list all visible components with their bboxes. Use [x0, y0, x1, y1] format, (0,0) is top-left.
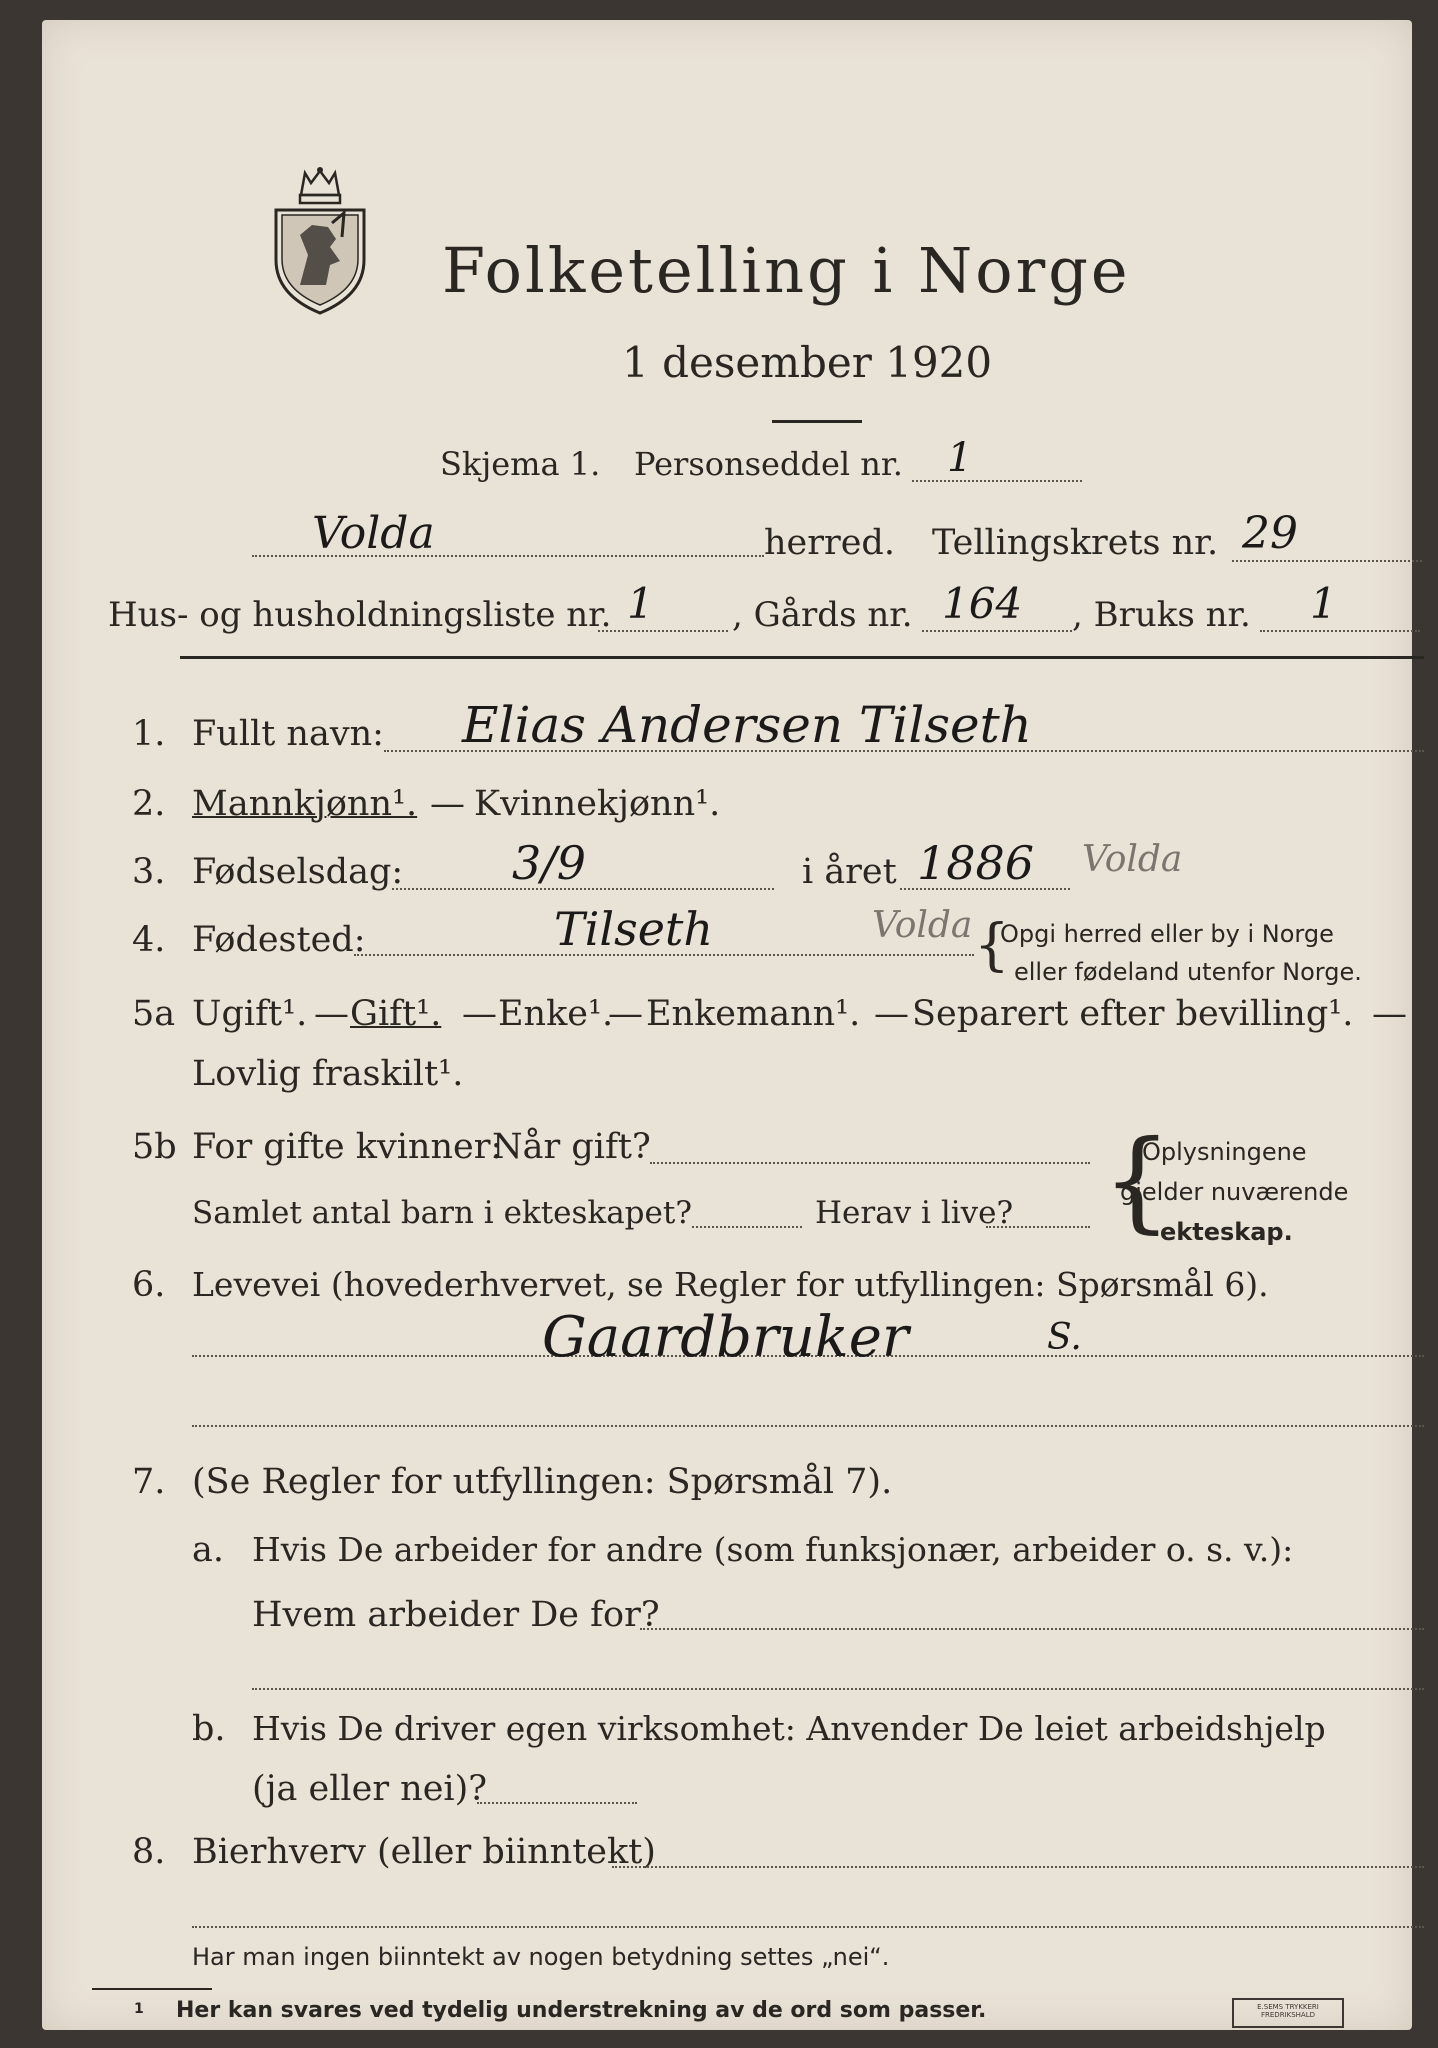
q7b-line2: (ja eller nei)? [252, 1769, 488, 1809]
q4-note-line2: eller fødeland utenfor Norge. [1014, 958, 1362, 986]
q5b-label3: Samlet antal barn i ekteskapet? [192, 1195, 692, 1231]
gards-value: 164 [942, 579, 1023, 628]
q5a-number: 5a [132, 994, 176, 1034]
q8-label: Bierhverv (eller biinntekt) [192, 1832, 656, 1872]
q5b-note-brace: { [1102, 1116, 1172, 1244]
q5a-dash4: — [874, 994, 909, 1034]
q2-female: Kvinnekjønn¹. [474, 784, 721, 824]
q7a-number: a. [192, 1530, 224, 1570]
census-form-page [42, 20, 1412, 2030]
husliste-line [598, 630, 728, 632]
printer-stamp-line2: FREDRIKSHALD [1260, 2010, 1315, 2019]
q4-note-line1: Opgi herred eller by i Norge [1000, 920, 1334, 948]
q2-number: 2. [132, 784, 166, 824]
husliste-label: Hus- og husholdningsliste nr. [108, 595, 612, 635]
form-date: 1 desember 1920 [622, 338, 993, 387]
q5b-label1: For gifte kvinner: [192, 1127, 503, 1167]
q1-label: Fullt navn: [192, 714, 384, 754]
personseddel-value: 1 [947, 435, 973, 481]
q3-number: 3. [132, 852, 166, 892]
title-divider [772, 420, 862, 423]
q6-value: Gaardbruker [542, 1305, 909, 1370]
header-divider [180, 656, 1424, 659]
q1-number: 1. [132, 714, 166, 754]
q7-label: (Se Regler for utfyllingen: Spørsmål 7). [192, 1462, 893, 1502]
q5a-dash5: — [1372, 994, 1407, 1034]
q4-number: 4. [132, 920, 166, 960]
q5a-enkemann: Enkemann¹. [646, 994, 861, 1034]
q1-value: Elias Andersen Tilseth [462, 696, 1032, 754]
q5a-dash3: — [608, 994, 643, 1034]
q5b-note3: ekteskap. [1160, 1218, 1293, 1246]
gards-label: , Gårds nr. [732, 595, 913, 635]
tellingskrets-value: 29 [1242, 508, 1298, 559]
q6-number: 6. [132, 1265, 166, 1305]
q3-year-value: 1886 [917, 836, 1035, 890]
bruks-value: 1 [1310, 579, 1337, 628]
q5a-dash2: — [462, 994, 497, 1034]
footnote-mark: 1 [134, 2001, 144, 2017]
q5a-enke: Enke¹. [498, 994, 614, 1034]
printer-stamp-line1: E.SEMS TRYKKERI [1257, 2003, 1319, 2011]
schema-label: Skjema 1. [440, 445, 601, 483]
q5b-married-line [650, 1162, 1090, 1164]
q8-answer-line1 [612, 1866, 1424, 1868]
norway-coat-of-arms-logo [270, 165, 370, 315]
q7b-answer-line [477, 1802, 637, 1804]
bruks-line [1260, 630, 1420, 632]
husliste-value: 1 [627, 579, 654, 628]
herred-value: Volda [312, 508, 435, 559]
q5a-dash1: — [314, 994, 349, 1034]
q7b-line1: Hvis De driver egen virksomhet: Anvender De leiet arbeidshjelp [252, 1709, 1326, 1748]
herred-label: herred. [764, 523, 895, 563]
q3-extra-value: Volda [1082, 839, 1183, 880]
tellingskrets-label: Tellingskrets nr. [932, 523, 1219, 563]
q2-male: Mannkjønn¹. [192, 784, 418, 824]
herred-line [252, 555, 764, 557]
q5b-note1: Oplysningene [1142, 1138, 1307, 1166]
q7-number: 7. [132, 1462, 166, 1502]
q6-extra: S. [1047, 1317, 1082, 1358]
q7a-line1: Hvis De arbeider for andre (som funksjonær, arbeider o. s. v.): [252, 1530, 1294, 1569]
q8-note: Har man ingen biinntekt av nogen betydning settes „nei“. [192, 1943, 890, 1971]
tellingskrets-line [1232, 560, 1422, 562]
q5a-ugift: Ugift¹. [192, 994, 308, 1034]
personseddel-label: Personseddel nr. [634, 445, 903, 483]
q3-label: Fødselsdag: [192, 852, 404, 892]
q5b-number: 5b [132, 1127, 177, 1167]
footnote-text: Her kan svares ved tydelig understrekning av de ord som passer. [176, 1998, 987, 2023]
q7b-number: b. [192, 1709, 226, 1749]
q5b-label4: Herav i live? [815, 1195, 1014, 1231]
form-title: Folketelling i Norge [442, 234, 1131, 307]
q8-answer-line2 [192, 1926, 1424, 1928]
q5a-gift: Gift¹. [350, 994, 442, 1034]
q7a-answer-line2 [252, 1688, 1424, 1690]
q3-day-value: 3/9 [512, 836, 587, 890]
personseddel-line [912, 480, 1082, 482]
q8-number: 8. [132, 1832, 166, 1872]
footnote-divider [92, 1988, 212, 1990]
q7a-line2: Hvem arbeider De for? [252, 1595, 660, 1635]
bruks-label: , Bruks nr. [1072, 595, 1251, 635]
q6-line2 [192, 1425, 1424, 1427]
q2-sep: — [430, 784, 465, 824]
printer-stamp [1232, 1998, 1344, 2028]
q4-value: Tilseth [554, 902, 714, 956]
gards-line [922, 630, 1072, 632]
q5b-children-line [692, 1226, 802, 1228]
q3-year-label: i året [802, 852, 897, 892]
q6-label: Levevei (hovederhvervet, se Regler for utfyllingen: Spørsmål 6). [192, 1265, 1269, 1304]
q5a-separert: Separert efter bevilling¹. [912, 994, 1354, 1034]
q5a-fraskilt: Lovlig fraskilt¹. [192, 1054, 464, 1094]
q5b-note2: gjelder nuværende [1120, 1178, 1349, 1206]
q4-label: Fødested: [192, 920, 366, 960]
q5b-alive-line [986, 1226, 1090, 1228]
q4-note-brace: { [974, 913, 1010, 978]
q7a-answer-line1 [640, 1628, 1424, 1630]
q5b-label2: Når gift? [492, 1127, 651, 1167]
q4-extra-value: Volda [872, 905, 973, 946]
